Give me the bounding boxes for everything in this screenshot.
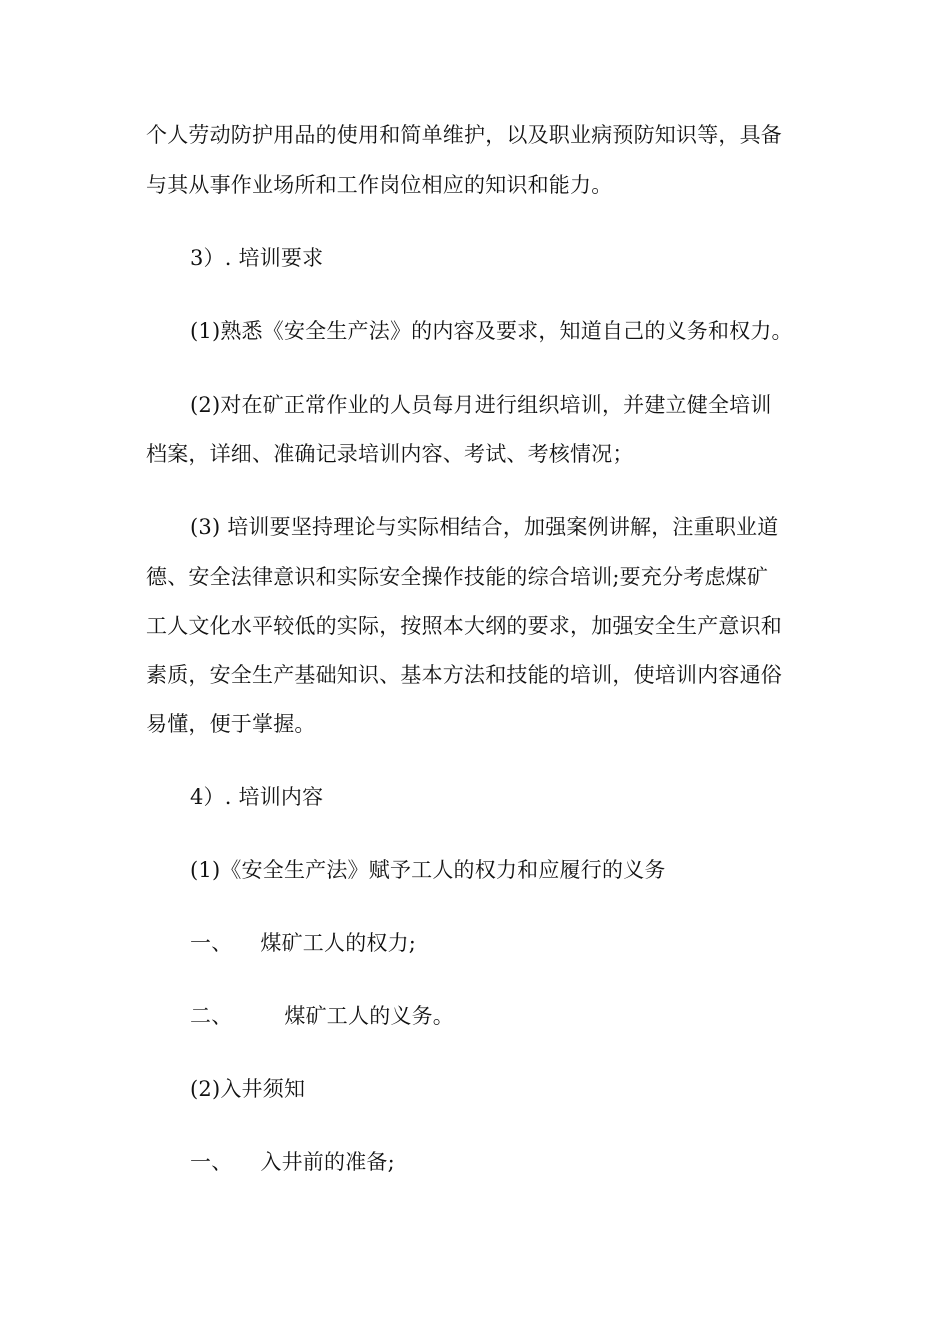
paragraph-line: 档案，详细、准确记录培训内容、考试、考核情况；: [146, 442, 634, 466]
list-marker: 二、: [190, 1004, 233, 1028]
list-text: 煤矿工人的权力;: [260, 931, 417, 955]
list-item: [190, 1003, 870, 1029]
paragraph-line: 素质，安全生产基础知识、基本方法和技能的培训，使培训内容通俗: [146, 663, 782, 687]
section-heading: 3）. 培训要求: [190, 246, 324, 270]
list-text: 煤矿工人的义务。: [284, 1004, 455, 1028]
requirement-item: (2)对在矿正常作业的人员每月进行组织培训，并建立健全培训: [190, 393, 772, 417]
list-item: [190, 930, 870, 956]
list-text: 入井前的准备;: [260, 1150, 395, 1174]
paragraph-line: 工人文化水平较低的实际，按照本大纲的要求，加强安全生产意识和: [146, 614, 782, 638]
paragraph-line: 与其从事作业场所和工作岗位相应的知识和能力。: [146, 173, 613, 197]
section-heading: 4）. 培训内容: [190, 785, 324, 809]
content-item: (1)《安全生产法》赋予工人的权力和应履行的义务: [190, 858, 666, 882]
content-item: (2)入井须知: [190, 1077, 306, 1101]
list-marker: 一、: [190, 1150, 233, 1174]
paragraph-line: 德、安全法律意识和实际安全操作技能的综合培训;要充分考虑煤矿: [146, 565, 769, 589]
requirement-item: (3) 培训要坚持理论与实际相结合，加强案例讲解，注重职业道: [190, 515, 779, 539]
list-item: [190, 1149, 870, 1175]
list-marker: 一、: [190, 931, 233, 955]
paragraph-line: 个人劳动防护用品的使用和简单维护，以及职业病预防知识等，具备: [146, 123, 782, 147]
requirement-item: (1)熟悉《安全生产法》的内容及要求，知道自己的义务和权力。: [190, 319, 793, 343]
paragraph-line: 易懂，便于掌握。: [146, 712, 316, 736]
